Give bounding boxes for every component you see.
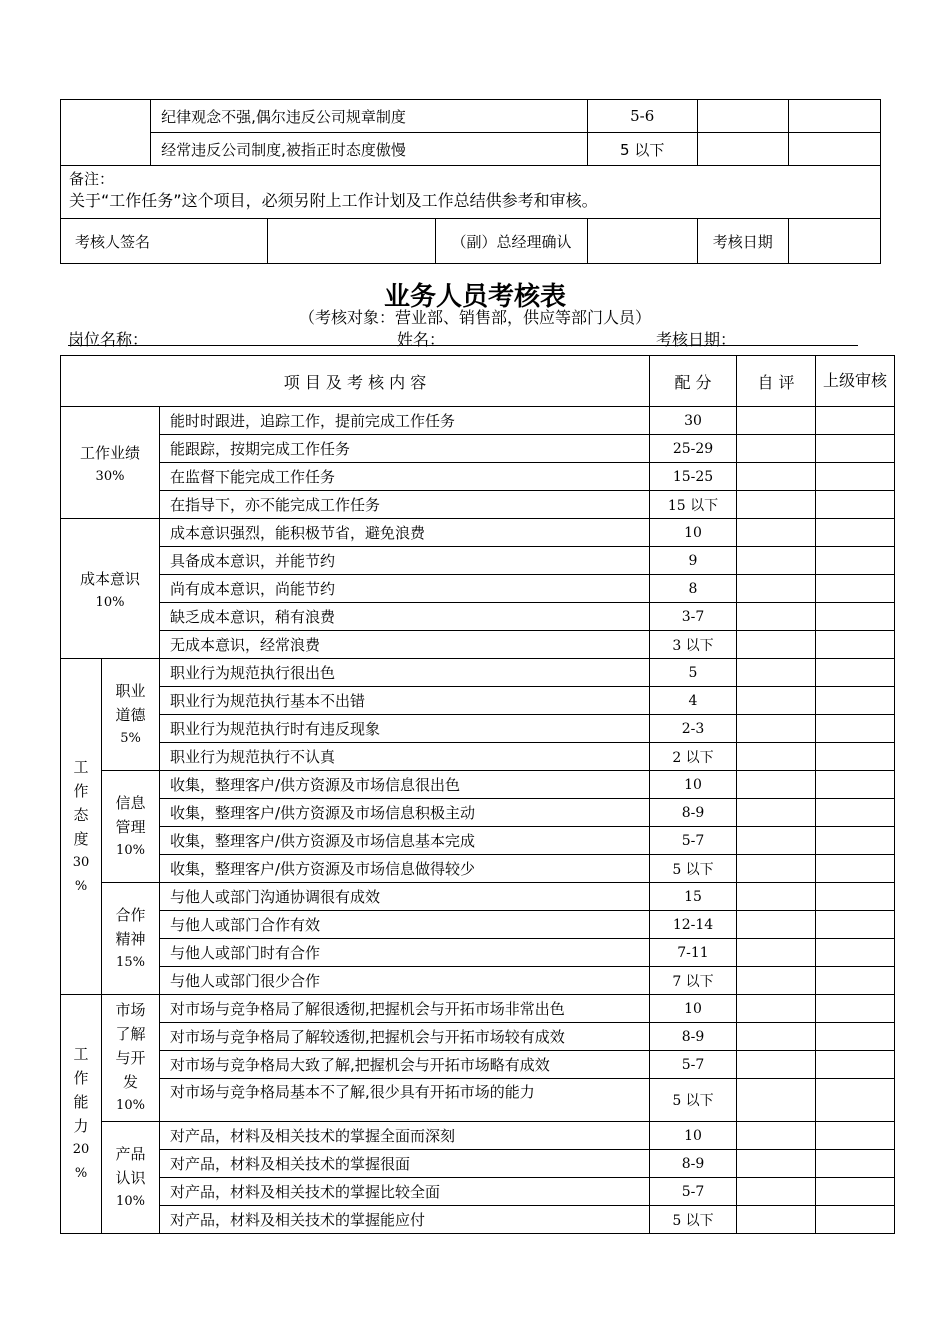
superior-score-cell[interactable] bbox=[816, 771, 895, 799]
category-cell bbox=[61, 100, 151, 166]
superior-score-cell[interactable] bbox=[816, 1051, 895, 1079]
header-superior: 上级审核 bbox=[816, 356, 895, 407]
superior-score-cell[interactable] bbox=[816, 687, 895, 715]
category-char: 工 bbox=[73, 1045, 89, 1063]
table-row bbox=[61, 911, 895, 939]
score-cell: 5-7 bbox=[650, 827, 737, 855]
table-row bbox=[61, 687, 895, 715]
score-cell: 3 以下 bbox=[650, 631, 737, 659]
item-text: 与他人或部门沟通协调很有成效 bbox=[160, 883, 650, 911]
note-text: 关于“工作任务”这个项目，必须另附上工作计划及工作总结供参考和审核。 bbox=[69, 191, 598, 210]
score-cell: 5-7 bbox=[650, 1051, 737, 1079]
score-cell: 8-9 bbox=[650, 1023, 737, 1051]
reviewer-signature-field[interactable] bbox=[268, 219, 436, 264]
item-text: 对产品，材料及相关技术的掌握能应付 bbox=[160, 1206, 650, 1234]
item-text: 与他人或部门时有合作 bbox=[160, 939, 650, 967]
reviewer-signature-label: 考核人签名 bbox=[75, 232, 151, 251]
superior-score-cell[interactable] bbox=[788, 100, 880, 133]
table-row bbox=[61, 631, 895, 659]
superior-score-cell[interactable] bbox=[816, 855, 895, 883]
self-score-cell[interactable] bbox=[737, 1206, 816, 1234]
score-cell: 15-25 bbox=[650, 463, 737, 491]
score-cell: 5 以下 bbox=[650, 1206, 737, 1234]
header-items: 项 目 及 考 核 内 容 bbox=[61, 356, 650, 407]
table-row bbox=[61, 771, 895, 799]
table-row bbox=[61, 1122, 895, 1150]
table-row bbox=[61, 967, 895, 995]
self-score-cell[interactable] bbox=[737, 1178, 816, 1206]
item-text: 职业行为规范执行基本不出错 bbox=[160, 687, 650, 715]
superior-score-cell[interactable] bbox=[816, 463, 895, 491]
review-date-field[interactable] bbox=[788, 219, 880, 264]
score-cell: 15 以下 bbox=[650, 491, 737, 519]
category-name: 成本意识 bbox=[79, 569, 140, 588]
superior-score-cell[interactable] bbox=[816, 939, 895, 967]
superior-score-cell[interactable] bbox=[816, 435, 895, 463]
item-text: 收集，整理客户/供方资源及市场信息积极主动 bbox=[160, 799, 650, 827]
score-cell: 5 bbox=[650, 659, 737, 687]
score-cell: 2 以下 bbox=[650, 743, 737, 771]
superior-score-cell[interactable] bbox=[816, 743, 895, 771]
subcategory-name: 了解 bbox=[115, 1025, 146, 1043]
table-row bbox=[61, 603, 895, 631]
category-char: 度 bbox=[73, 829, 89, 848]
score-cell: 12-14 bbox=[650, 911, 737, 939]
score-cell: 2-3 bbox=[650, 715, 737, 743]
category-pct: 10% bbox=[95, 594, 125, 610]
score-cell: 10 bbox=[650, 1122, 737, 1150]
score-cell: 8 bbox=[650, 575, 737, 603]
self-score-cell[interactable] bbox=[737, 1150, 816, 1178]
category-pct: 20 bbox=[72, 1142, 90, 1157]
score-cell: 4 bbox=[650, 687, 737, 715]
self-score-cell[interactable] bbox=[737, 967, 816, 995]
item-text: 收集，整理客户/供方资源及市场信息很出色 bbox=[160, 771, 650, 799]
header-score: 配 分 bbox=[650, 356, 737, 407]
table-row bbox=[61, 491, 895, 519]
score-cell: 5 以下 bbox=[587, 133, 697, 166]
item-text: 能时时跟进，追踪工作，提前完成工作任务 bbox=[160, 407, 650, 435]
table-row bbox=[61, 715, 895, 743]
table-row bbox=[61, 575, 895, 603]
category-name: 工作业绩 bbox=[79, 443, 140, 462]
item-text: 职业行为规范执行不认真 bbox=[160, 743, 650, 771]
item-text: 在监督下能完成工作任务 bbox=[160, 463, 650, 491]
date-label: 考核日期： bbox=[656, 330, 737, 349]
item-text: 对产品，材料及相关技术的掌握全面而深刻 bbox=[160, 1122, 650, 1150]
superior-score-cell[interactable] bbox=[816, 1150, 895, 1178]
superior-score-cell[interactable] bbox=[816, 603, 895, 631]
self-score-cell[interactable] bbox=[737, 771, 816, 799]
score-cell: 25-29 bbox=[650, 435, 737, 463]
category-char: 力 bbox=[73, 1117, 89, 1135]
item-text: 收集，整理客户/供方资源及市场信息基本完成 bbox=[160, 827, 650, 855]
subcategory-market bbox=[102, 995, 160, 1122]
table-row bbox=[61, 100, 881, 133]
table-row bbox=[61, 1051, 895, 1079]
self-score-cell[interactable] bbox=[737, 715, 816, 743]
item-text: 职业行为规范执行时有违反现象 bbox=[160, 715, 650, 743]
info-line bbox=[68, 327, 858, 349]
subcategory-name: 发 bbox=[122, 1073, 138, 1091]
item-text: 收集，整理客户/供方资源及市场信息做得较少 bbox=[160, 855, 650, 883]
subcategory-name: 与开 bbox=[115, 1049, 146, 1067]
table-header-row bbox=[61, 356, 895, 407]
self-score-cell[interactable] bbox=[737, 547, 816, 575]
signature-row bbox=[61, 219, 881, 264]
score-cell: 5-6 bbox=[587, 100, 697, 133]
score-cell: 10 bbox=[650, 771, 737, 799]
self-score-cell[interactable] bbox=[737, 491, 816, 519]
table-row bbox=[61, 995, 895, 1023]
score-cell: 3-7 bbox=[650, 603, 737, 631]
score-cell: 8-9 bbox=[650, 1150, 737, 1178]
score-cell: 5 以下 bbox=[650, 855, 737, 883]
superior-score-cell[interactable] bbox=[816, 827, 895, 855]
category-attitude bbox=[61, 659, 102, 995]
note-row bbox=[61, 166, 881, 219]
category-pct: 30 bbox=[72, 854, 90, 870]
table-row bbox=[61, 855, 895, 883]
superior-score-cell[interactable] bbox=[816, 967, 895, 995]
table-row bbox=[61, 827, 895, 855]
category-char: 能 bbox=[73, 1093, 89, 1111]
category-ability bbox=[61, 995, 102, 1234]
score-cell: 7-11 bbox=[650, 939, 737, 967]
subcategory-pct: 10% bbox=[116, 1098, 145, 1113]
superior-score-cell[interactable] bbox=[816, 1122, 895, 1150]
self-score-cell[interactable] bbox=[737, 911, 816, 939]
category-char: 工 bbox=[73, 757, 89, 776]
superior-score-cell[interactable] bbox=[816, 1023, 895, 1051]
self-score-cell[interactable] bbox=[737, 631, 816, 659]
score-cell: 10 bbox=[650, 519, 737, 547]
self-score-cell[interactable] bbox=[737, 1079, 816, 1122]
score-cell: 9 bbox=[650, 547, 737, 575]
self-score-cell[interactable] bbox=[697, 100, 788, 133]
superior-score-cell[interactable] bbox=[816, 995, 895, 1023]
item-text: 与他人或部门很少合作 bbox=[160, 967, 650, 995]
table-row bbox=[61, 133, 881, 166]
manager-confirm-field[interactable] bbox=[587, 219, 697, 264]
superior-score-cell[interactable] bbox=[816, 407, 895, 435]
subcategory-name: 管理 bbox=[115, 817, 146, 836]
subcategory-team bbox=[102, 883, 160, 995]
item-text: 尚有成本意识，尚能节约 bbox=[160, 575, 650, 603]
score-cell: 7 以下 bbox=[650, 967, 737, 995]
item-text: 对市场与竞争格局大致了解,把握机会与开拓市场略有成效 bbox=[160, 1051, 650, 1079]
page-title: 业务人员考核表 bbox=[383, 282, 566, 312]
table-row bbox=[61, 547, 895, 575]
superior-score-cell[interactable] bbox=[816, 1079, 895, 1122]
self-score-cell[interactable] bbox=[737, 1122, 816, 1150]
superior-score-cell[interactable] bbox=[816, 715, 895, 743]
item-text: 在指导下，亦不能完成工作任务 bbox=[160, 491, 650, 519]
subcategory-name: 信息 bbox=[115, 793, 146, 812]
item-text: 纪律观念不强,偶尔违反公司规章制度 bbox=[151, 100, 588, 133]
category-pct-sign: % bbox=[74, 1166, 88, 1181]
table-row bbox=[61, 1079, 895, 1122]
self-score-cell[interactable] bbox=[737, 799, 816, 827]
subcategory-name: 产品 bbox=[115, 1144, 146, 1163]
self-score-cell[interactable] bbox=[737, 575, 816, 603]
item-text: 具备成本意识，并能节约 bbox=[160, 547, 650, 575]
self-score-cell[interactable] bbox=[737, 603, 816, 631]
superior-score-cell[interactable] bbox=[816, 547, 895, 575]
table-row bbox=[61, 1178, 895, 1206]
item-text: 对产品，材料及相关技术的掌握比较全面 bbox=[160, 1178, 650, 1206]
self-score-cell[interactable] bbox=[737, 995, 816, 1023]
item-text: 对市场与竞争格局了解很透彻,把握机会与开拓市场非常出色 bbox=[160, 995, 650, 1023]
superior-score-cell[interactable] bbox=[816, 659, 895, 687]
self-score-cell[interactable] bbox=[737, 1023, 816, 1051]
category-performance bbox=[61, 407, 160, 519]
review-date-label: 考核日期 bbox=[697, 219, 788, 264]
table-row bbox=[61, 1023, 895, 1051]
category-pct: 30% bbox=[95, 468, 125, 484]
category-char: 作 bbox=[73, 1069, 89, 1087]
score-cell: 8-9 bbox=[650, 799, 737, 827]
subcategory-name: 认识 bbox=[115, 1168, 146, 1187]
self-score-cell[interactable] bbox=[737, 519, 816, 547]
subcategory-pct: 10% bbox=[116, 842, 145, 858]
position-label: 岗位名称： bbox=[68, 330, 149, 349]
table-row bbox=[61, 519, 895, 547]
subcategory-ethics bbox=[102, 659, 160, 771]
table-row bbox=[61, 659, 895, 687]
superior-score-cell[interactable] bbox=[816, 1206, 895, 1234]
table-row bbox=[61, 939, 895, 967]
item-text: 职业行为规范执行很出色 bbox=[160, 659, 650, 687]
self-score-cell[interactable] bbox=[737, 743, 816, 771]
score-cell: 30 bbox=[650, 407, 737, 435]
self-score-cell[interactable] bbox=[737, 883, 816, 911]
item-text: 成本意识强烈，能积极节省，避免浪费 bbox=[160, 519, 650, 547]
self-score-cell[interactable] bbox=[737, 407, 816, 435]
self-score-cell[interactable] bbox=[737, 827, 816, 855]
self-score-cell[interactable] bbox=[737, 855, 816, 883]
item-text: 与他人或部门合作有效 bbox=[160, 911, 650, 939]
superior-score-cell[interactable] bbox=[816, 799, 895, 827]
table-row bbox=[61, 1150, 895, 1178]
table-row bbox=[61, 743, 895, 771]
self-score-cell[interactable] bbox=[737, 687, 816, 715]
superior-score-cell[interactable] bbox=[816, 911, 895, 939]
table-row bbox=[61, 407, 895, 435]
score-cell: 15 bbox=[650, 883, 737, 911]
table-row bbox=[61, 463, 895, 491]
superior-score-cell[interactable] bbox=[816, 519, 895, 547]
self-score-cell[interactable] bbox=[697, 133, 788, 166]
top-evaluation-table bbox=[60, 99, 881, 264]
table-row bbox=[61, 799, 895, 827]
superior-score-cell[interactable] bbox=[816, 575, 895, 603]
table-row bbox=[61, 1206, 895, 1234]
superior-score-cell[interactable] bbox=[816, 883, 895, 911]
subcategory-name: 道德 bbox=[115, 705, 146, 724]
manager-confirm-label: （副）总经理确认 bbox=[436, 219, 587, 264]
subcategory-product bbox=[102, 1122, 160, 1234]
subcategory-pct: 15% bbox=[116, 954, 145, 970]
item-text: 对市场与竞争格局了解较透彻,把握机会与开拓市场较有成效 bbox=[160, 1023, 650, 1051]
score-cell: 5-7 bbox=[650, 1178, 737, 1206]
note-label: 备注： bbox=[69, 170, 115, 188]
subcategory-pct: 10% bbox=[116, 1193, 145, 1209]
category-pct-sign: % bbox=[74, 878, 88, 894]
superior-score-cell[interactable] bbox=[816, 491, 895, 519]
self-score-cell[interactable] bbox=[737, 1051, 816, 1079]
superior-score-cell[interactable] bbox=[816, 1178, 895, 1206]
note-cell bbox=[61, 166, 881, 219]
name-label: 姓名： bbox=[397, 330, 446, 349]
self-score-cell[interactable] bbox=[737, 435, 816, 463]
header-self: 自 评 bbox=[737, 356, 816, 407]
category-char: 作 bbox=[73, 781, 89, 800]
item-text: 对产品，材料及相关技术的掌握很面 bbox=[160, 1150, 650, 1178]
subcategory-info bbox=[102, 771, 160, 883]
item-text: 经常违反公司制度,被指正时态度傲慢 bbox=[151, 133, 588, 166]
item-text: 缺乏成本意识，稍有浪费 bbox=[160, 603, 650, 631]
subcategory-name: 合作 bbox=[115, 905, 146, 924]
score-cell: 10 bbox=[650, 995, 737, 1023]
category-cost bbox=[61, 519, 160, 659]
score-cell: 5 以下 bbox=[650, 1079, 737, 1122]
self-score-cell[interactable] bbox=[737, 463, 816, 491]
category-char: 态 bbox=[73, 805, 89, 824]
item-text: 对市场与竞争格局基本不了解,很少具有开拓市场的能力 bbox=[160, 1079, 650, 1122]
superior-score-cell[interactable] bbox=[788, 133, 880, 166]
subcategory-name: 市场 bbox=[115, 1001, 146, 1019]
subcategory-name: 职业 bbox=[115, 681, 146, 700]
page-subtitle: （考核对象：营业部、销售部，供应等部门人员） bbox=[298, 308, 651, 327]
self-score-cell[interactable] bbox=[737, 939, 816, 967]
self-score-cell[interactable] bbox=[737, 659, 816, 687]
evaluation-table bbox=[60, 355, 895, 1234]
superior-score-cell[interactable] bbox=[816, 631, 895, 659]
table-row bbox=[61, 435, 895, 463]
subcategory-pct: 5% bbox=[120, 730, 141, 746]
item-text: 无成本意识，经常浪费 bbox=[160, 631, 650, 659]
table-row bbox=[61, 883, 895, 911]
subcategory-name: 精神 bbox=[115, 929, 146, 948]
item-text: 能跟踪，按期完成工作任务 bbox=[160, 435, 650, 463]
